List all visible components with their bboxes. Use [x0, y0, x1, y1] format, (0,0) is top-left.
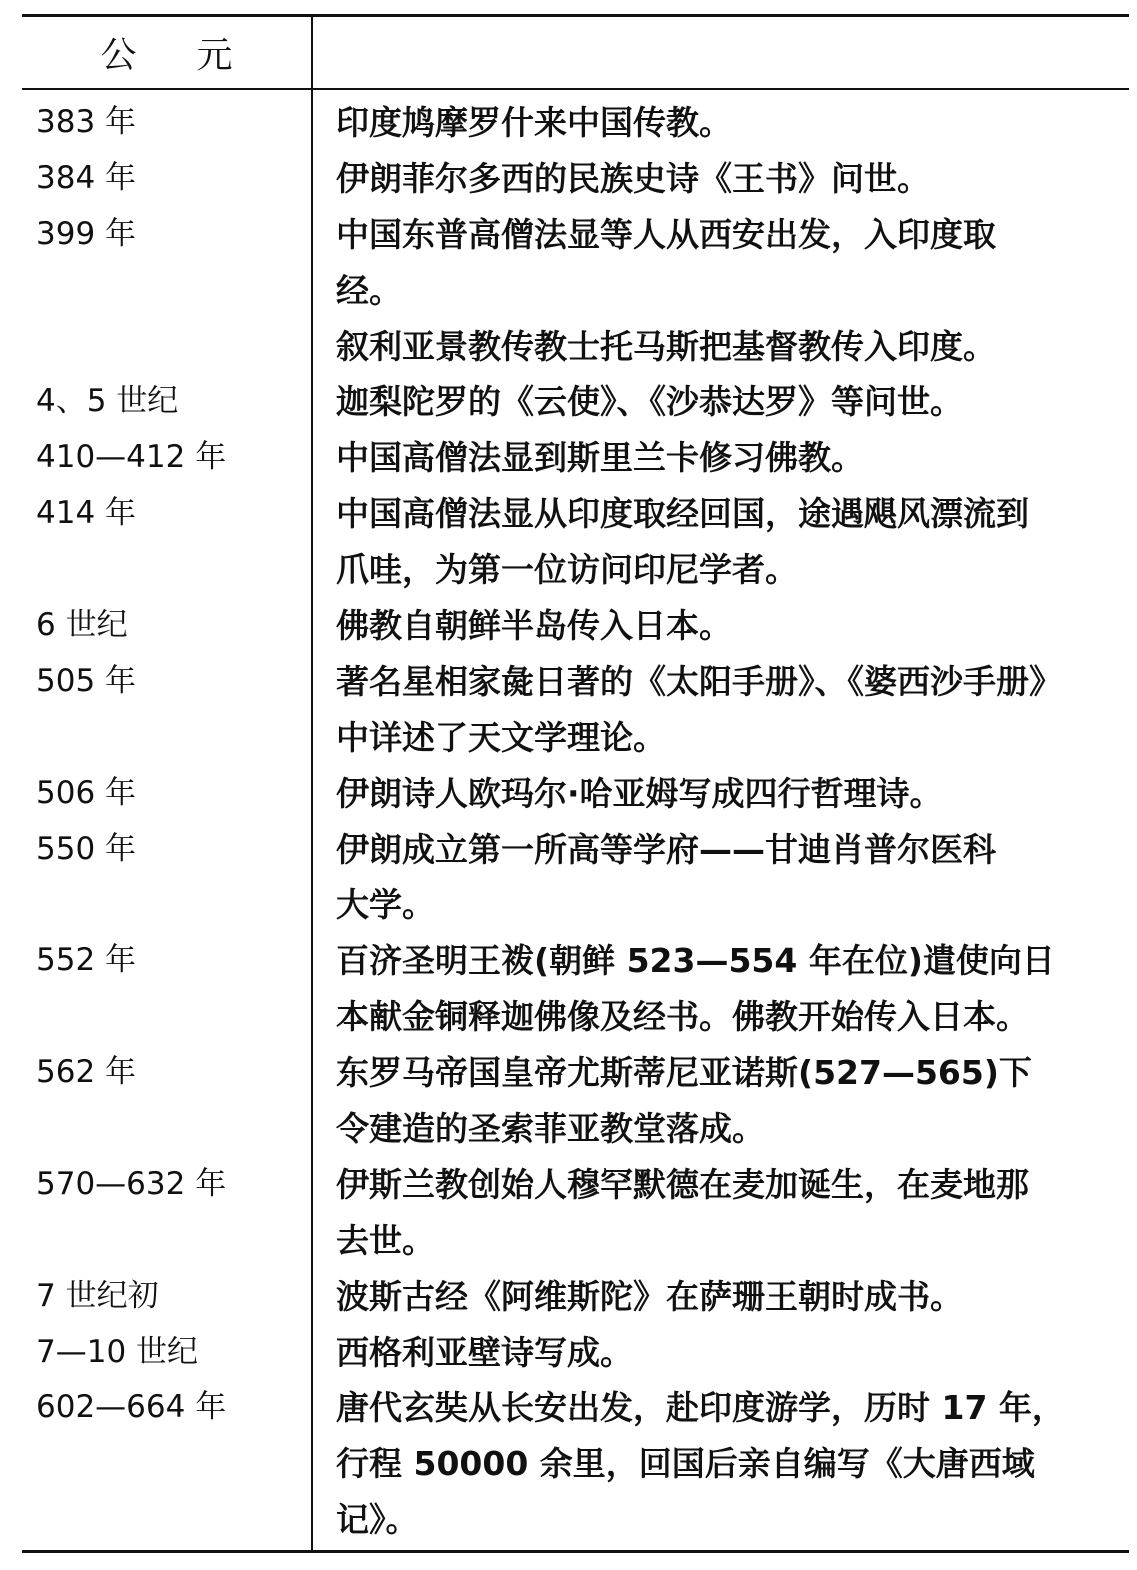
row-description: 著名星相家彘日著的《太阳手册》、《婆西沙手册》: [336, 661, 1062, 701]
row-date: 414 年: [36, 495, 137, 532]
row-date: 506 年: [36, 774, 137, 811]
table-row: [0, 1157, 1137, 1213]
table-row: [0, 151, 1137, 207]
row-date: 570—632 年: [36, 1165, 227, 1202]
row-date: [36, 877, 304, 933]
row-date: [36, 319, 304, 375]
row-description: 本献金铜释迦佛像及经书。佛教开始传入日本。: [336, 997, 1029, 1037]
row-description: 中国东普高僧法显等人从西安出发，入印度取: [336, 214, 996, 254]
table-row: [0, 598, 1137, 654]
row-date: 410—412 年: [36, 439, 227, 476]
row-description: 经。: [336, 270, 402, 310]
row-description: 伊朗菲尔多西的民族史诗《王书》问世。: [336, 158, 930, 198]
table-row: [0, 95, 1137, 151]
table-row: [0, 1045, 1137, 1101]
bottom-rule: [22, 1550, 1129, 1553]
row-date: 505 年: [36, 662, 137, 699]
row-description: 迦梨陀罗的《云使》、《沙恭达罗》等问世。: [336, 382, 963, 422]
row-description: 印度鸠摩罗什来中国传教。: [336, 103, 732, 142]
table-row: [0, 207, 1137, 263]
table-row: [0, 1436, 1137, 1492]
row-date: [36, 542, 304, 598]
row-date: 7—10 世纪: [36, 1333, 199, 1370]
table-row: [0, 654, 1137, 710]
column-header-char-1: 公: [100, 35, 137, 76]
row-description: 去世。: [336, 1220, 435, 1260]
row-date: 6 世纪: [36, 607, 128, 644]
table-body: [0, 95, 1137, 1548]
row-date: [36, 1492, 304, 1548]
table-row: [0, 710, 1137, 766]
table-row: [0, 374, 1137, 430]
row-description: 叙利亚景教传教士托马斯把基督教传入印度。: [336, 326, 996, 366]
row-date: [36, 989, 304, 1045]
row-date: 384 年: [36, 159, 137, 196]
row-date: [36, 1101, 304, 1157]
table-row: [0, 822, 1137, 878]
row-description: 西格利亚壁诗写成。: [336, 1332, 633, 1372]
table-row: [0, 430, 1137, 486]
row-description: 爪哇，为第一位访问印尼学者。: [336, 550, 798, 590]
table-row: [0, 1380, 1137, 1436]
row-date: 550 年: [36, 830, 137, 867]
row-description: 伊朗诗人欧玛尔·哈亚姆写成四行哲理诗。: [336, 773, 943, 813]
row-date: 399 年: [36, 215, 137, 252]
table-row: [0, 766, 1137, 822]
row-description: 波斯古经《阿维斯陀》在萨珊王朝时成书。: [336, 1276, 963, 1316]
row-description: 东罗马帝国皇帝尤斯蒂尼亚诺斯(527—565)下: [336, 1053, 1032, 1093]
table-row: [0, 1213, 1137, 1269]
header-rule: [22, 88, 1129, 90]
table-row: [0, 1325, 1137, 1381]
table-row: [0, 989, 1137, 1045]
row-date: 602—664 年: [36, 1389, 227, 1426]
row-description: 百济圣明王袯(朝鲜 523—554 年在位)遣使向日: [336, 941, 1055, 981]
row-date: 4、5 世纪: [36, 383, 179, 420]
row-description: 记》。: [336, 1500, 419, 1540]
column-header-char-2: 元: [196, 35, 233, 76]
row-date: 552 年: [36, 942, 137, 979]
table-row: [0, 263, 1137, 319]
table-row: [0, 319, 1137, 375]
table-row: [0, 1101, 1137, 1157]
row-description: 中国高僧法显到斯里兰卡修习佛教。: [336, 438, 864, 478]
row-date: 562 年: [36, 1054, 137, 1091]
row-description: 中国高僧法显从印度取经回国，途遇飓风漂流到: [336, 494, 1029, 534]
column-header-year: [22, 17, 311, 88]
row-description: 大学。: [336, 885, 435, 925]
row-description: 令建造的圣索菲亚教堂落成。: [336, 1109, 765, 1149]
row-description: 佛教自朝鲜半岛传入日本。: [336, 606, 732, 646]
row-description: 唐代玄奘从长安出发，赴印度游学，历时 17 年，: [336, 1388, 1065, 1428]
table-row: [0, 542, 1137, 598]
table-row: [0, 877, 1137, 933]
row-description: 伊斯兰教创始人穆罕默德在麦加诞生，在麦地那: [336, 1164, 1029, 1204]
table-row: [0, 486, 1137, 542]
table-row: [0, 1269, 1137, 1325]
row-description: 中详述了天文学理论。: [336, 717, 666, 757]
row-date: 7 世纪初: [36, 1277, 159, 1314]
row-description: 伊朗成立第一所高等学府——甘迪肖普尔医科: [336, 829, 996, 869]
row-date: [36, 263, 304, 319]
table-row: [0, 1492, 1137, 1548]
row-date: 383 年: [36, 104, 137, 140]
row-date: [36, 1436, 304, 1492]
row-description: 行程 50000 余里，回国后亲自编写《大唐西域: [336, 1444, 1035, 1484]
row-date: [36, 710, 304, 766]
row-date: [36, 1213, 304, 1269]
table-row: [0, 933, 1137, 989]
